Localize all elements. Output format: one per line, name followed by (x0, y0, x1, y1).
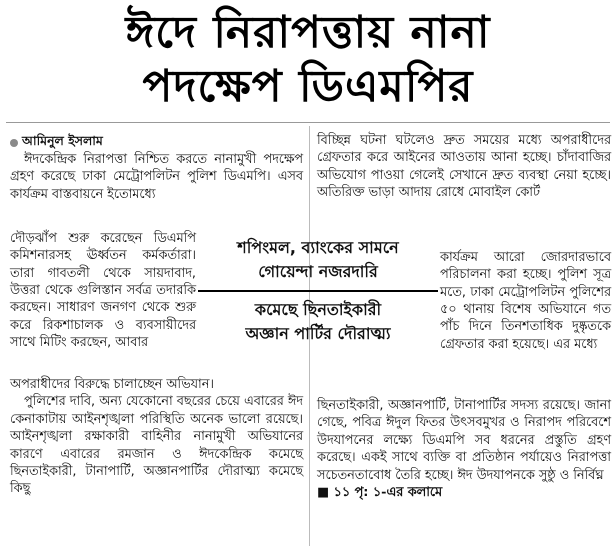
paragraph: বিচ্ছিন্ন ঘটনা ঘটলেও দ্রুত সময়ের মধ্যে অপরাধীদের গ্রেফতার করে আইনের আওতায় আনা হচ্ছে। চাঁদাবাজির অভিযোগ পাওয়া গেলেই সেখানে দ্রুত ব্যবস্থা নেয়া হচ্ছে। অতিরিক্ত ভাড়া আদায় রোধে মোবাইল কোর্ট (317, 133, 611, 201)
right-column-wrap (440, 236, 611, 366)
right-column-top (317, 132, 611, 202)
paragraph: কার্যক্রম আরো জোরদারভাবে পরিচালনা করা হচ্ছে। পুলিশ সূত্র মতে, ঢাকা মেট্রোপলিটন পুলিশের ৫০ থানায় বিশেষ অভিযানে গত পাঁচ দিনে তিনশতাধিক দুষ্কৃতকে গ্রেফতার করা হয়েছে। এর মধ্যে (440, 249, 611, 352)
headline (0, 6, 616, 114)
byline (10, 133, 103, 153)
pullquote-divider (198, 290, 438, 292)
bullet-icon (10, 139, 18, 147)
pullquote (198, 236, 438, 346)
left-column-intro (10, 151, 303, 203)
left-column-bottom (10, 376, 303, 498)
paragraph: অপরাধীদের বিরুদ্ধে চালাচ্ছেন অভিযান। (10, 377, 214, 392)
pullquote-line: অজ্ঞান পার্টির দৌরাত্ম্য (245, 324, 391, 343)
paragraph: দৌড়ঝাঁপ শুরু করেছেন ডিএমপি কমিশনারসহ ঊর্ধ্বতন কর্মকর্তারা। তারা গাবতলী থেকে সায়দাবাদ, উত্তরা থেকে গুলিস্তান সর্বত্র তদারকি করছেন। সাধারণ জনগণ থেকে শুরু করে রিকশাচালক ও ব্যবসায়ীদের সাথে মিটিং করছেন, আবার (10, 230, 196, 351)
headline-line-2: পদক্ষেপ ডিএমপির (142, 61, 474, 112)
paragraph: পুলিশের দাবি, অন্য যেকোনো বছরের চেয়ে এবারের ঈদ কেনাকাটায় আইনশৃঙ্খলা পরিস্থিতি অনেক ভালো রয়েছে। আইনশৃঙ্খলা রক্ষাকারী বাহিনীর নানামুখী অভিযানের কারণে এবারের রমজান ও ঈদকেন্দ্রিক কমেছে ছিনতাইকারী, টানাপার্টি, অজ্ঞানপার্টির দৌরাত্ম্য কমেছে কিছু (10, 394, 303, 497)
pullquote-line: গোয়েন্দা নজরদারি (258, 262, 378, 281)
left-column-wrap (10, 217, 196, 364)
paragraph: ঈদকেন্দ্রিক নিরাপত্তা নিশ্চিত করতে নানামুখী পদক্ষেপ গ্রহণ করেছে ঢাকা মেট্রোপলিটন পুলিশ ডিএমপি। এসব কার্যক্রম বাস্তবায়নে ইতোমধ্যে (10, 152, 303, 202)
headline-line-1: ঈদে নিরাপত্তায় নানা (125, 7, 491, 58)
pullquote-line: কমেছে ছিনতাইকারী (254, 300, 382, 319)
author-name: আমিনুল ইসলাম (22, 133, 103, 148)
right-column-bottom (317, 397, 611, 501)
pullquote-line: শপিংমল, ব্যাংকের সামনে (237, 238, 399, 257)
headline-divider (6, 122, 610, 123)
jump-line: ■ ১১ পৃ: ১-এর কলামে (317, 485, 443, 501)
paragraph: ছিনতাইকারী, অজ্ঞানপার্টি, টানাপার্টির সদস্য রয়েছে। জানা গেছে, পবিত্র ঈদুল ফিতর উৎসবমুখর ও নিরাপদ পরিবেশে উদযাপনের লক্ষ্যে ডিএমপি সব ধরনের প্রস্তুতি গ্রহণ করেছে। একই সাথে ব্যক্তি বা প্রতিষ্ঠান পর্যায়েও নিরাপত্তা সচেতনতাবোধ তৈরি হচ্ছে। ঈদ উদযাপনকে সুষ্ঠু ও নির্বিঘ্ন (317, 398, 611, 483)
